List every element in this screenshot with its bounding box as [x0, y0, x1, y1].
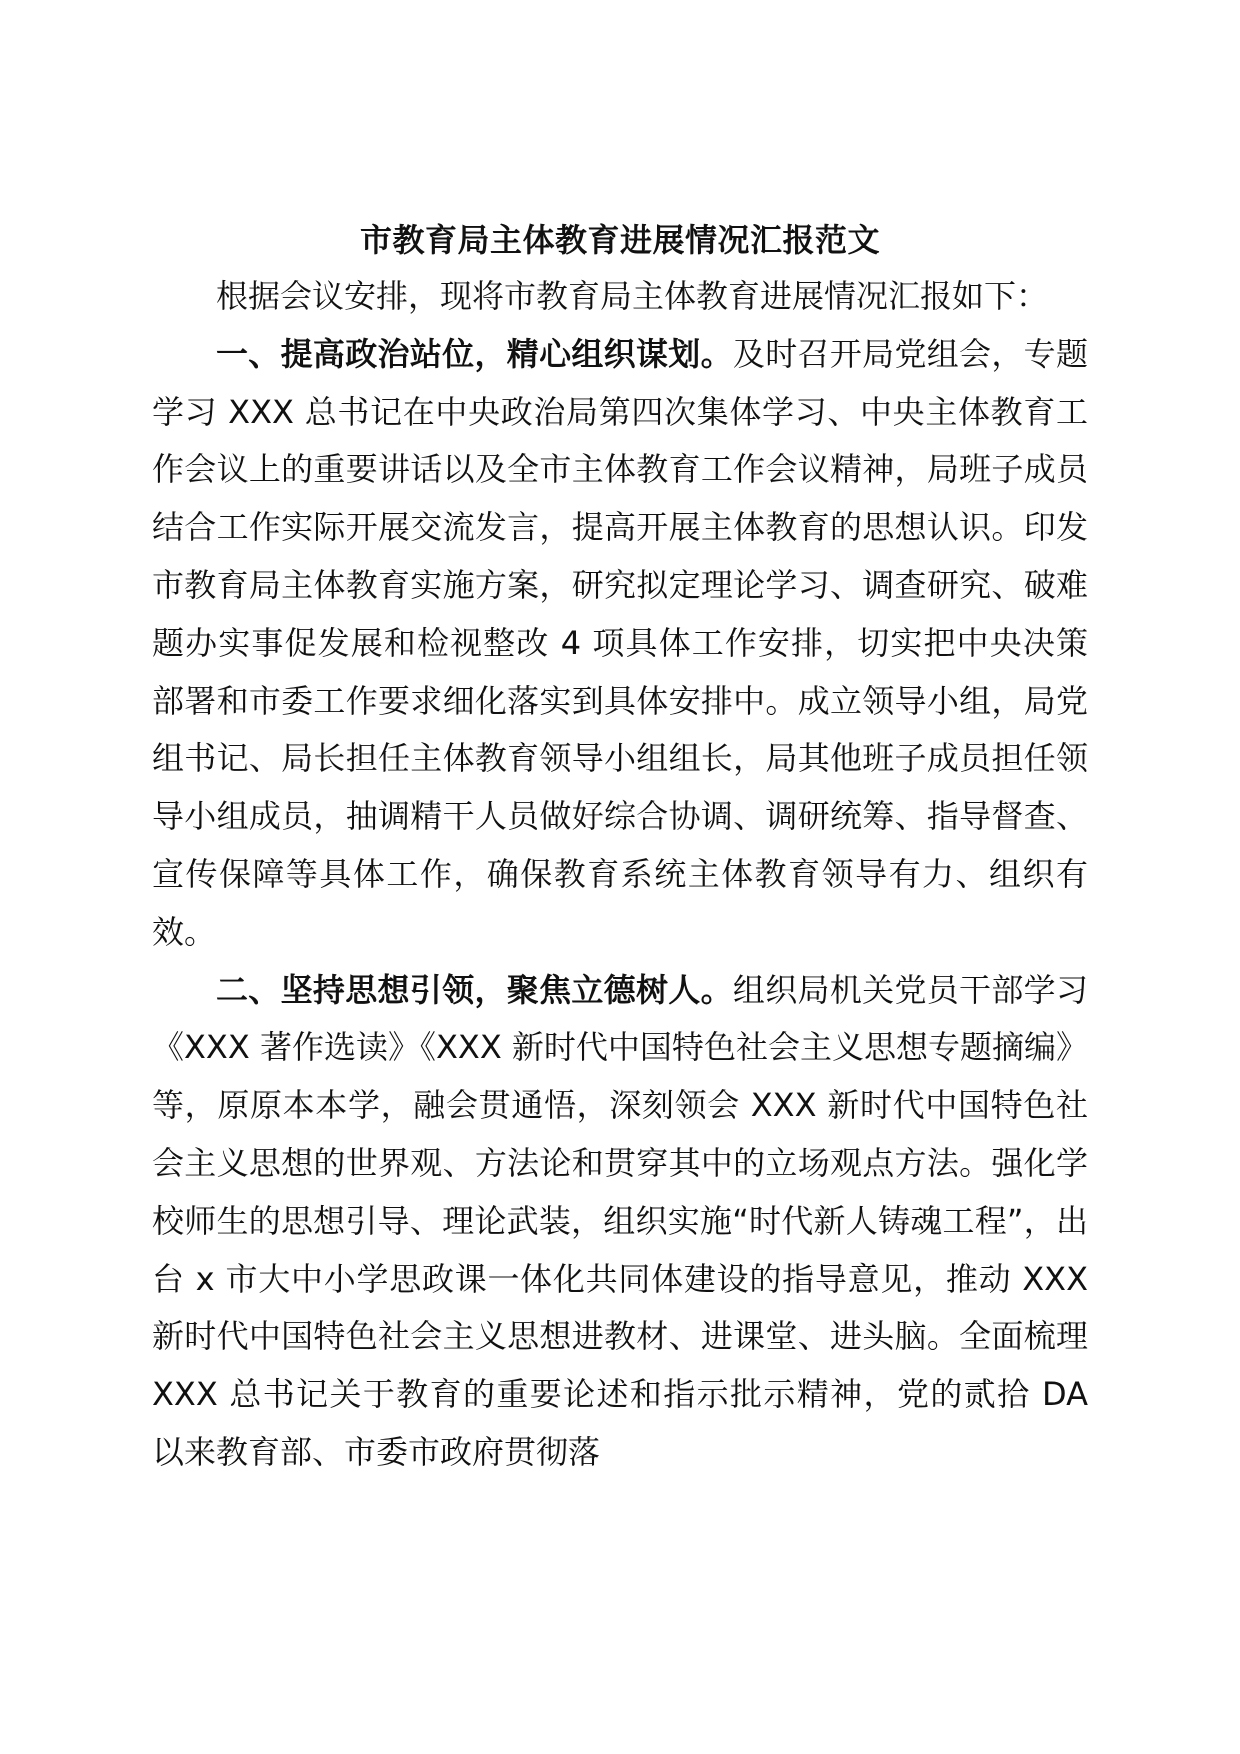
document-body: [152, 268, 1088, 1482]
document-title: 市教育局主体教育进展情况汇报范文: [359, 221, 880, 259]
section-2-paragraph: [152, 962, 1088, 1482]
section-1-paragraph: [152, 326, 1088, 962]
section-1-body: 及时召开局党组会，专题学习 XXX 总书记在中央政治局第四次集体学习、中央主体教育工作会议上的重要讲话以及全市主体教育工作会议精神，局班子成员结合工作实际开展交流发言，提高开展主体教育的思想认识。印发市教育局主体教育实施方案，研究拟定理论学习、调查研究、破难题办实事促发展和检视整改 4 项具体工作安排，切实把中央决策部署和市委工作要求细化落实到具体安排中。成立领导小组，局党组书记、局长担任主体教育领导小组组长，局其他班子成员担任领导小组成员，抽调精干人员做好综合协调、调研统筹、指导督查、宣传保障等具体工作，确保教育系统主体教育领导有力、组织有效。: [152, 334, 1088, 951]
section-1-heading: 一、提高政治站位，精心组织谋划。: [216, 334, 733, 373]
section-2-body: 组织局机关党员干部学习《XXX 著作选读》《XXX 新时代中国特色社会主义思想专题摘编》等，原原本本学，融会贯通悟，深刻领会 XXX 新时代中国特色社会主义思想的世界观、方法论和贯穿其中的立场观点方法。强化学校师生的思想引导、理论武装，组织实施“时代新人铸魂工程”，出台 x 市大中小学思政课一体化共同体建设的指导意见，推动 XXX 新时代中国特色社会主义思想进教材、进课堂、进头脑。全面梳理 XXX 总书记关于教育的重要论述和指示批示精神，党的贰拾 DA 以来教育部、市委市政府贯彻落: [152, 970, 1088, 1471]
intro-paragraph: 根据会议安排，现将市教育局主体教育进展情况汇报如下：: [216, 277, 1049, 315]
section-2-heading: 二、坚持思想引领，聚焦立德树人。: [216, 970, 733, 1009]
